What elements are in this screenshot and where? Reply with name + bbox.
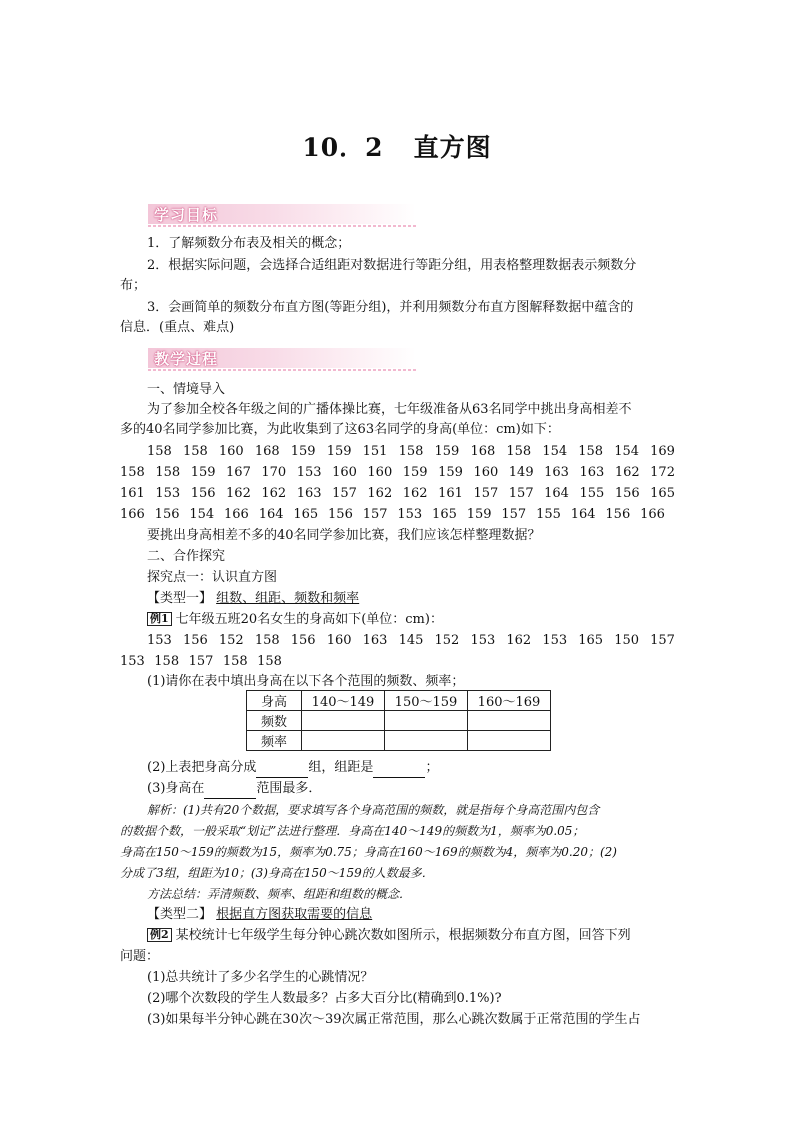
example-1-row-1	[147, 631, 675, 651]
value: 160	[218, 444, 244, 459]
intro-question: 要挑出身高相差不多的40名同学参加比赛，我们应该怎样整理数据？	[147, 528, 541, 543]
value: 166	[120, 507, 145, 522]
value: 156	[614, 486, 640, 501]
type-1-title: 组数、组距、频数和频率	[216, 591, 360, 606]
value: 153	[147, 633, 172, 648]
value: 153	[397, 507, 423, 522]
value: 159	[290, 444, 316, 459]
value: 165	[578, 633, 604, 648]
example-1-q3	[147, 779, 707, 799]
value: 158	[147, 444, 172, 459]
value: 169	[650, 444, 675, 459]
value: 162	[226, 486, 251, 501]
value: 164	[570, 507, 596, 522]
q2-text: 组，组距是	[308, 760, 374, 775]
frequency-table	[246, 690, 551, 751]
process-banner-label: 教学过程	[154, 350, 219, 368]
value: 162	[506, 633, 532, 648]
value: 158	[120, 465, 145, 480]
type-1-tag: 【类型一】	[147, 591, 213, 606]
value: 162	[367, 486, 393, 501]
value: 165	[432, 507, 457, 522]
type-2-tag: 【类型二】	[147, 907, 213, 922]
table-cell	[385, 731, 468, 751]
value: 153	[470, 633, 496, 648]
height-row-2	[120, 463, 675, 483]
example-1-q1: (1)请你在表中填出身高在以下各个范围的频数、频率；	[147, 674, 465, 689]
value: 164	[544, 486, 569, 501]
example-2-label: 例2	[147, 928, 172, 942]
objective-2: 2．根据实际问题，会选择合适组距对数据进行等距分组，用表格整理数据表示频数分	[147, 258, 637, 273]
value: 152	[218, 633, 244, 648]
objective-1: 1．了解频数分布表及相关的概念；	[147, 236, 351, 251]
value: 167	[226, 465, 251, 480]
height-row-1	[147, 442, 675, 462]
method-summary: 方法总结：弄清频数、频率、组距和组数的概念．	[147, 887, 412, 901]
value: 163	[579, 465, 605, 480]
table-cell: 频率	[247, 731, 302, 751]
q2-text: (2)上表把身高分成	[147, 760, 257, 775]
value: 149	[508, 465, 534, 480]
value: 150	[614, 633, 640, 648]
value: 160	[367, 465, 393, 480]
table-header-cell: 140～149	[302, 691, 385, 711]
value: 157	[362, 507, 388, 522]
example-2-q1: (1)总共统计了多少名学生的心跳情况？	[147, 970, 374, 985]
value: 151	[362, 444, 388, 459]
value: 162	[402, 486, 428, 501]
table-header-cell: 160～169	[468, 691, 551, 711]
value: 159	[438, 465, 463, 480]
explore-point-1: 探究点一：认识直方图	[147, 570, 278, 585]
value: 156	[182, 633, 208, 648]
value: 158	[257, 654, 282, 669]
value: 156	[154, 507, 180, 522]
value: 166	[224, 507, 249, 522]
value: 159	[466, 507, 492, 522]
table-header-cell: 身高	[247, 691, 302, 711]
answer-blank[interactable]	[373, 764, 425, 778]
type-2-title: 根据直方图获取需要的信息	[216, 907, 373, 922]
value: 154	[189, 507, 215, 522]
value: 170	[261, 465, 287, 480]
value: 159	[402, 465, 428, 480]
process-banner	[148, 348, 416, 368]
type-1-line	[147, 589, 707, 609]
value: 158	[254, 633, 280, 648]
table-cell	[385, 711, 468, 731]
section-number: 10．2	[302, 133, 384, 162]
objective-2-cont: 布；	[120, 278, 147, 293]
value: 159	[434, 444, 460, 459]
intro-line-2: 多的40名同学参加比赛，为此收集到了这63名同学的身高(单位：cm)如下：	[120, 422, 560, 437]
answer-blank[interactable]	[204, 785, 256, 799]
value: 166	[640, 507, 665, 522]
value: 155	[536, 507, 561, 522]
value: 158	[578, 444, 604, 459]
intro-line-1: 为了参加全校各年级之间的广播体操比赛，七年级准备从63名同学中挑出身高相差不	[147, 402, 632, 417]
objective-3-cont: 信息．(重点、难点)	[120, 320, 235, 335]
table-cell	[302, 731, 385, 751]
intro-heading: 一、情境导入	[147, 382, 226, 397]
value: 168	[254, 444, 280, 459]
value: 161	[438, 486, 463, 501]
value: 158	[222, 654, 248, 669]
value: 165	[293, 507, 319, 522]
value: 153	[120, 654, 145, 669]
value: 160	[473, 465, 499, 480]
value: 153	[542, 633, 568, 648]
analysis-line-2: 的数据个数，一般采取“划记”法进行整理．身高在140～149的频数为1，频率为0.05；	[120, 824, 585, 838]
value: 164	[258, 507, 284, 522]
table-cell	[468, 731, 551, 751]
page-title	[0, 128, 794, 164]
example-2-q3: (3)如果每半分钟心跳在30次～39次属正常范围，那么心跳次数属于正常范围的学生占	[147, 1012, 641, 1027]
q3-text: 范围最多．	[256, 781, 322, 796]
value: 156	[328, 507, 353, 522]
value: 154	[542, 444, 568, 459]
value: 163	[544, 465, 569, 480]
value: 156	[190, 486, 216, 501]
type-2-line	[147, 905, 707, 925]
example-2-line	[147, 926, 707, 946]
example-2-q2: (2)哪个次数段的学生人数最多？占多大百分比(精确到0.1%)?	[147, 991, 502, 1006]
analysis-line-3: 身高在150～159的频数为15，频率为0.75；身高在160～169的频数为4，频率为0.20；(2)	[120, 845, 617, 859]
value: 157	[332, 486, 357, 501]
example-2-text: 某校统计七年级学生每分钟心跳次数如图所示，根据频数分布直方图，回答下列	[175, 928, 631, 943]
value: 159	[326, 444, 352, 459]
value: 161	[120, 486, 145, 501]
value: 157	[473, 486, 499, 501]
example-1-row-2	[120, 652, 282, 672]
value: 158	[155, 465, 181, 480]
value: 145	[398, 633, 424, 648]
value: 156	[605, 507, 631, 522]
value: 159	[190, 465, 216, 480]
section-title: 直方图	[413, 133, 492, 162]
table-cell	[302, 711, 385, 731]
example-1-q2	[147, 758, 707, 778]
objectives-banner	[148, 204, 416, 224]
value: 156	[290, 633, 316, 648]
example-1-label: 例1	[147, 612, 172, 626]
explore-heading: 二、合作探究	[147, 549, 226, 564]
value: 157	[508, 486, 534, 501]
value: 152	[434, 633, 460, 648]
value: 160	[326, 633, 352, 648]
value: 155	[579, 486, 605, 501]
value: 153	[155, 486, 181, 501]
value: 158	[398, 444, 424, 459]
answer-blank[interactable]	[256, 764, 308, 778]
value: 154	[614, 444, 640, 459]
value: 162	[261, 486, 287, 501]
example-2-line-2: 问题：	[120, 949, 160, 964]
value: 165	[650, 486, 675, 501]
table-row	[247, 711, 551, 731]
analysis-line-1: 解析：(1)共有20个数据，要求填写各个身高范围的频数，就是指每个身高范围内包含	[147, 803, 600, 817]
value: 153	[296, 465, 322, 480]
value: 172	[650, 465, 675, 480]
height-row-4	[120, 505, 665, 525]
value: 160	[332, 465, 357, 480]
table-header-cell: 150～159	[385, 691, 468, 711]
value: 163	[362, 633, 388, 648]
value: 158	[182, 444, 208, 459]
value: 158	[154, 654, 180, 669]
value: 158	[506, 444, 532, 459]
analysis-line-4: 分成了3组，组距为10；(3)身高在150～159的人数最多．	[120, 866, 434, 880]
example-1-text: 七年级五班20名女生的身高如下(单位：cm)：	[175, 612, 443, 627]
value: 157	[650, 633, 675, 648]
table-header-row	[247, 691, 551, 711]
objectives-banner-label: 学习目标	[154, 206, 219, 224]
height-row-3	[120, 484, 675, 504]
objective-3: 3．会画简单的频数分布直方图(等距分组)，并利用频数分布直方图解释数据中蕴含的	[147, 300, 634, 315]
table-cell	[468, 711, 551, 731]
example-1-line	[147, 610, 707, 630]
value: 157	[501, 507, 527, 522]
value: 163	[296, 486, 322, 501]
table-cell: 频数	[247, 711, 302, 731]
q3-text: (3)身高在	[147, 781, 205, 796]
value: 157	[188, 654, 214, 669]
value: 162	[614, 465, 640, 480]
table-row	[247, 731, 551, 751]
value: 168	[470, 444, 496, 459]
q2-text: ；	[425, 760, 439, 775]
